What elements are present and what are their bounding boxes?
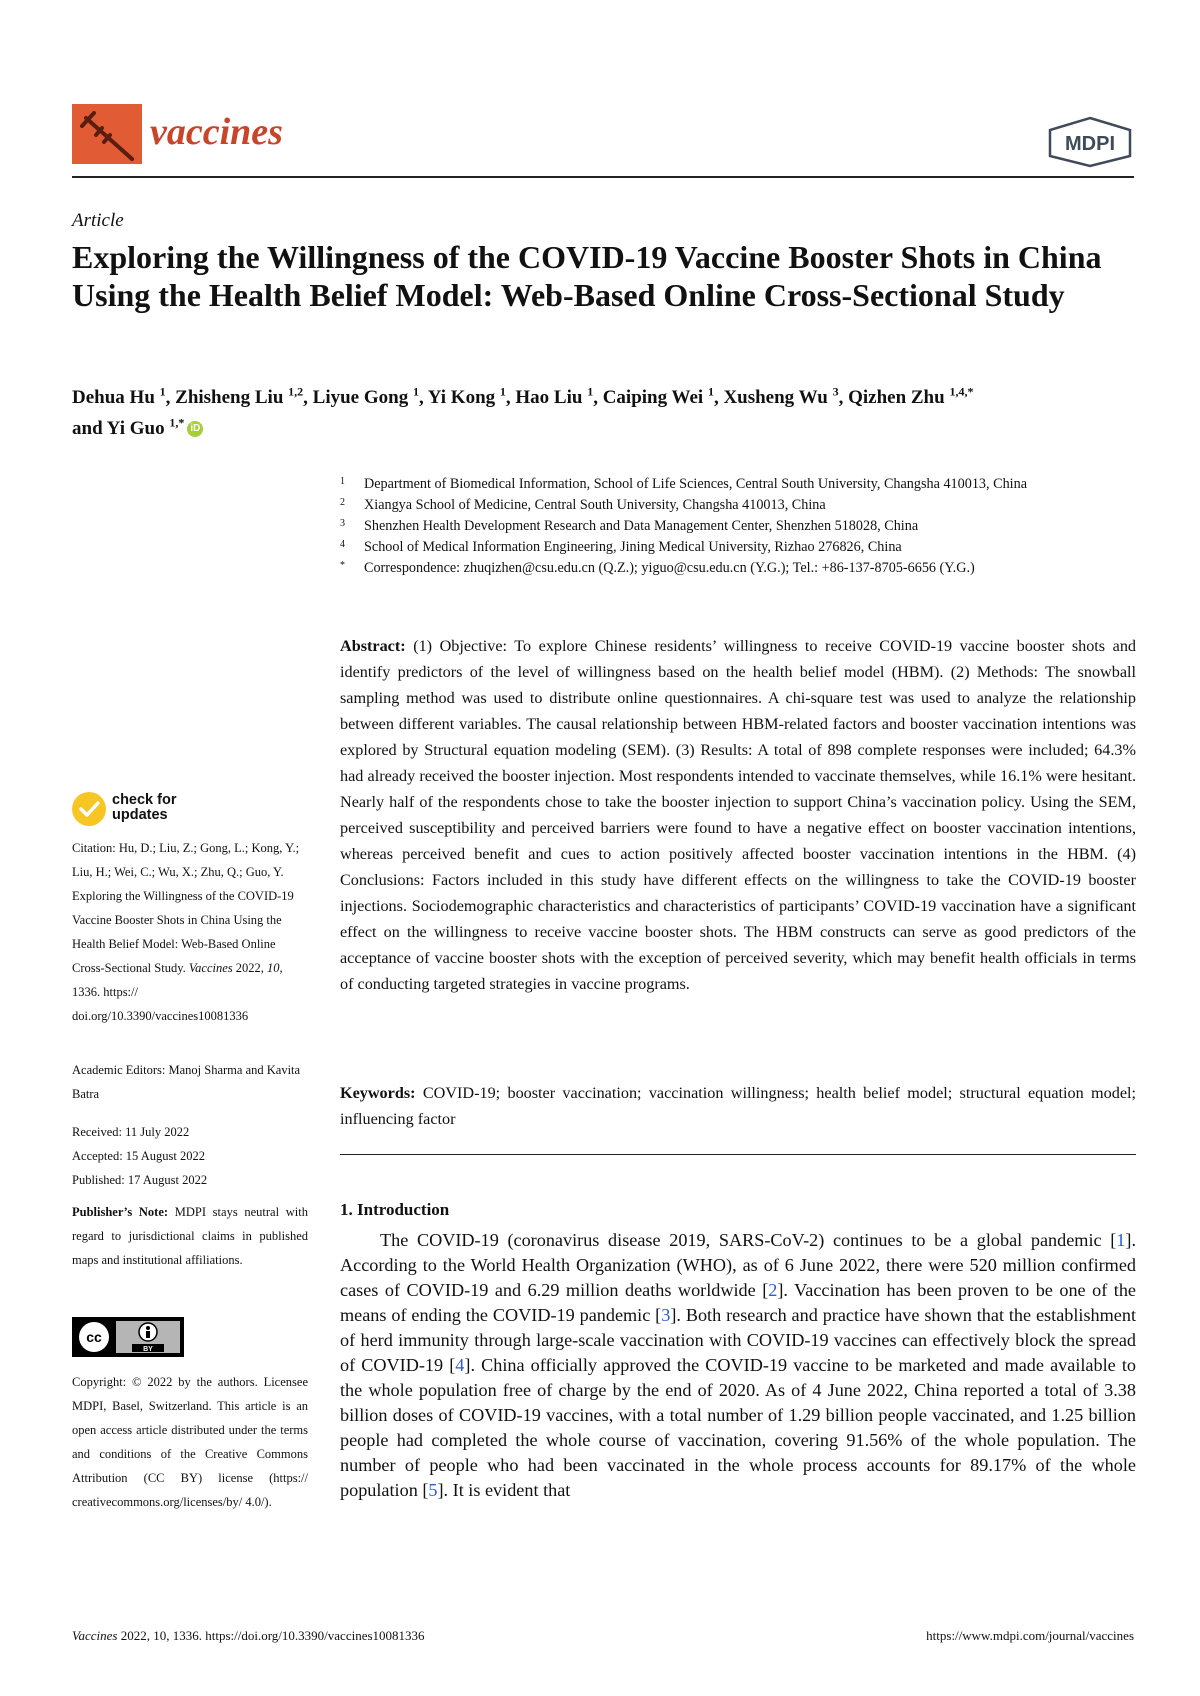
check-updates-label: updates [112, 807, 168, 823]
keywords [340, 1080, 1136, 1132]
check-for-updates-button[interactable] [72, 792, 222, 828]
doi-link[interactable]: 1336. https:// doi.org/10.3390/vaccines10081336 [72, 985, 249, 1023]
footer-citation: Vaccines 2022, 10, 1336. https://doi.org/10.3390/vaccines10081336 [72, 1628, 425, 1643]
correspondence: * Correspondence: zhuqizhen@csu.edu.cn (Q.Z.); yiguo@csu.edu.cn (Y.G.); Tel.: +86-137-8705-6656 (Y.G.) [340, 560, 975, 576]
journal-logo-icon [72, 104, 142, 164]
section-divider [340, 1154, 1136, 1155]
cc-by-license-badge[interactable] [72, 1317, 184, 1357]
keywords-text: COVID-19; booster vaccination; vaccination willingness; health belief model; structural equation model; influencing factor [340, 1084, 1136, 1128]
author: Yi Kong $^1$ [427, 385, 506, 409]
reference-link[interactable]: 2 [768, 1280, 778, 1300]
header-rule [72, 176, 1134, 178]
section-heading: 1. Introduction [340, 1200, 450, 1219]
affiliation: 2 Xiangya School of Medicine, Central South University, Changsha 410013, China [340, 497, 826, 513]
publication-dates [72, 1120, 308, 1192]
author-list: Dehua Hu $^1$, Zhisheng Liu $^{1,2}$, Liyue Gong $^1$, Yi Kong $^1$, Hao Liu $^1$, Caiping Wei $^1$, Xusheng Wu $^3$, Qizhen Zhu $^{1,4,*}$ and Yi Guo $^{1,*}$ iD [72, 385, 974, 439]
author: Zhisheng Liu $^{1,2}$ [175, 385, 304, 409]
journal-name: vaccines [150, 111, 283, 153]
orcid-icon[interactable]: iD [187, 421, 203, 437]
publisher-logo [1046, 116, 1134, 168]
check-icon [72, 792, 106, 826]
affiliation: 3 Shenzhen Health Development Research and Data Management Center, Shenzhen 518028, China [340, 518, 919, 534]
reference-link[interactable]: 3 [661, 1305, 671, 1325]
publisher-logo-text: MDPI [1065, 133, 1115, 155]
intro-paragraph: The COVID-19 (coronavirus disease 2019, SARS-CoV-2) continues to be a global pandemic [1]. According to the World Health Organization (WHO), as of 6 June 2022, there were 520 million confirmed cases of COVID-19 and 6.29 million deaths worldwide [2]. Vaccination has been proven to be one of the means of ending the COVID-19 pandemic [3]. Both research and practice have shown that the establishment of herd immunity through large-scale vaccination with COVID-19 vaccines can effectively block the spread of COVID-19 [4]. China officially approved the COVID-19 vaccine to be marketed and made available to the whole population free of charge by the end of 2020. As of 4 June 2022, China reported a total of 3.38 billion doses of COVID-19 vaccines, with a total number of 1.29 billion people vaccinated, and 1.25 billion people had completed the whole course of vaccination, covering 91.56% of the whole population. The number of people who had been vaccinated in the whole process accounts for 89.17% of the whole population [5]. It is evident that [340, 1230, 1136, 1500]
check-updates-label: check for [112, 792, 177, 808]
author: Hao Liu $^1$ [515, 385, 594, 409]
author: Xusheng Wu $^3$ [723, 385, 839, 409]
author: and Yi Guo $^{1,*}$ [72, 415, 185, 439]
syringe-icon [72, 104, 142, 164]
affiliations [340, 474, 1140, 579]
reference-link[interactable]: 1 [1116, 1230, 1126, 1250]
publisher-note: Publisher’s Note: MDPI stays neutral with regard to jurisdictional claims in published maps and institutional affiliations. [72, 1205, 308, 1267]
affiliation: 1 Department of Biomedical Information, School of Life Sciences, Central South University, Changsha 410013, China [340, 476, 1027, 492]
footer-journal-url[interactable]: https://www.mdpi.com/journal/vaccines [926, 1628, 1134, 1643]
copyright-notice: Copyright: © 2022 by the authors. Licensee MDPI, Basel, Switzerland. This article is an open access article distributed under the terms and conditions of the Creative Commons Attribution (CC BY) license (https:// creativecommons.org/licenses/by/ 4.0/). [72, 1375, 308, 1509]
author: Qizhen Zhu $^{1,4,*}$ [848, 385, 974, 409]
author: Caiping Wei $^1$ [602, 385, 714, 409]
affiliation: 4 School of Medical Information Engineering, Jining Medical University, Rizhao 276826, China [340, 539, 902, 555]
academic-editors: Academic Editors: Manoj Sharma and Kavita Batra [72, 1063, 301, 1101]
abstract [340, 633, 1136, 997]
article-title: Exploring the Willingness of the COVID-19 Vaccine Booster Shots in China Using the Health Belief Model: Web-Based Online Cross-Sectional Study [72, 239, 1102, 313]
by-label: BY [143, 1346, 153, 1353]
published-date: Published: 17 August 2022 [72, 1173, 208, 1187]
citation: Citation: Hu, D.; Liu, Z.; Gong, L.; Kong, Y.; Liu, H.; Wei, C.; Wu, X.; Zhu, Q.; Guo, Y. Exploring the Willingness of the COVID-19 Vaccine Booster Shots in China Using the Health Belief Model: Web-Based Online Cross-Sectional Study. Vaccines 2022, 10, 1336. https:// doi.org/10.3390/vaccines10081336 [72, 841, 300, 1023]
author: Liyue Gong $^1$ [312, 385, 419, 409]
received-date: Received: 11 July 2022 [72, 1125, 190, 1139]
keywords-label: Keywords: [340, 1084, 416, 1102]
author: Dehua Hu $^1$ [72, 385, 166, 409]
article-type: Article [72, 210, 124, 231]
abstract-label: Abstract: [340, 637, 406, 655]
reference-link[interactable]: 4 [455, 1355, 465, 1375]
cc-icon: cc [86, 1329, 102, 1345]
reference-link[interactable]: 5 [428, 1480, 438, 1500]
accepted-date: Accepted: 15 August 2022 [72, 1149, 205, 1163]
abstract-text: (1) Objective: To explore Chinese residents’ willingness to receive COVID-19 vaccine booster shots and identify predictors of the level of willingness based on the health belief model (HBM). (2) Methods: The snowball sampling method was used to distribute online questionnaires. A chi-square test was used to analyze the relationship between different variables. The causal relationship between HBM-related factors and booster vaccination intentions was explored by Structural equation modeling (SEM). (3) Results: A total of 898 complete responses were included; 64.3% had already received the booster injection. Most respondents intended to vaccinate themselves, while 16.1% were hesitant. Nearly half of the respondents chose to take the booster injection to support China’s vaccination policy. Using the SEM, perceived susceptibility and perceived barriers were found to have a negative effect on booster vaccination intentions, whereas perceived benefit and cues to action positively affected booster vaccination intentions in the HBM. (4) Conclusions: Factors included in this study have different effects on the willingness to take the COVID-19 booster injections. Sociodemographic characteristics and characteristics of participants’ COVID-19 vaccination have a significant effect on the willingness to receive vaccine booster shots. The HBM constructs can serve as good predictors of the acceptance of vaccine booster shots with the exception of perceived severity, which may benefit health officials in terms of conducting targeted strategies in vaccine programs. [340, 637, 1137, 993]
